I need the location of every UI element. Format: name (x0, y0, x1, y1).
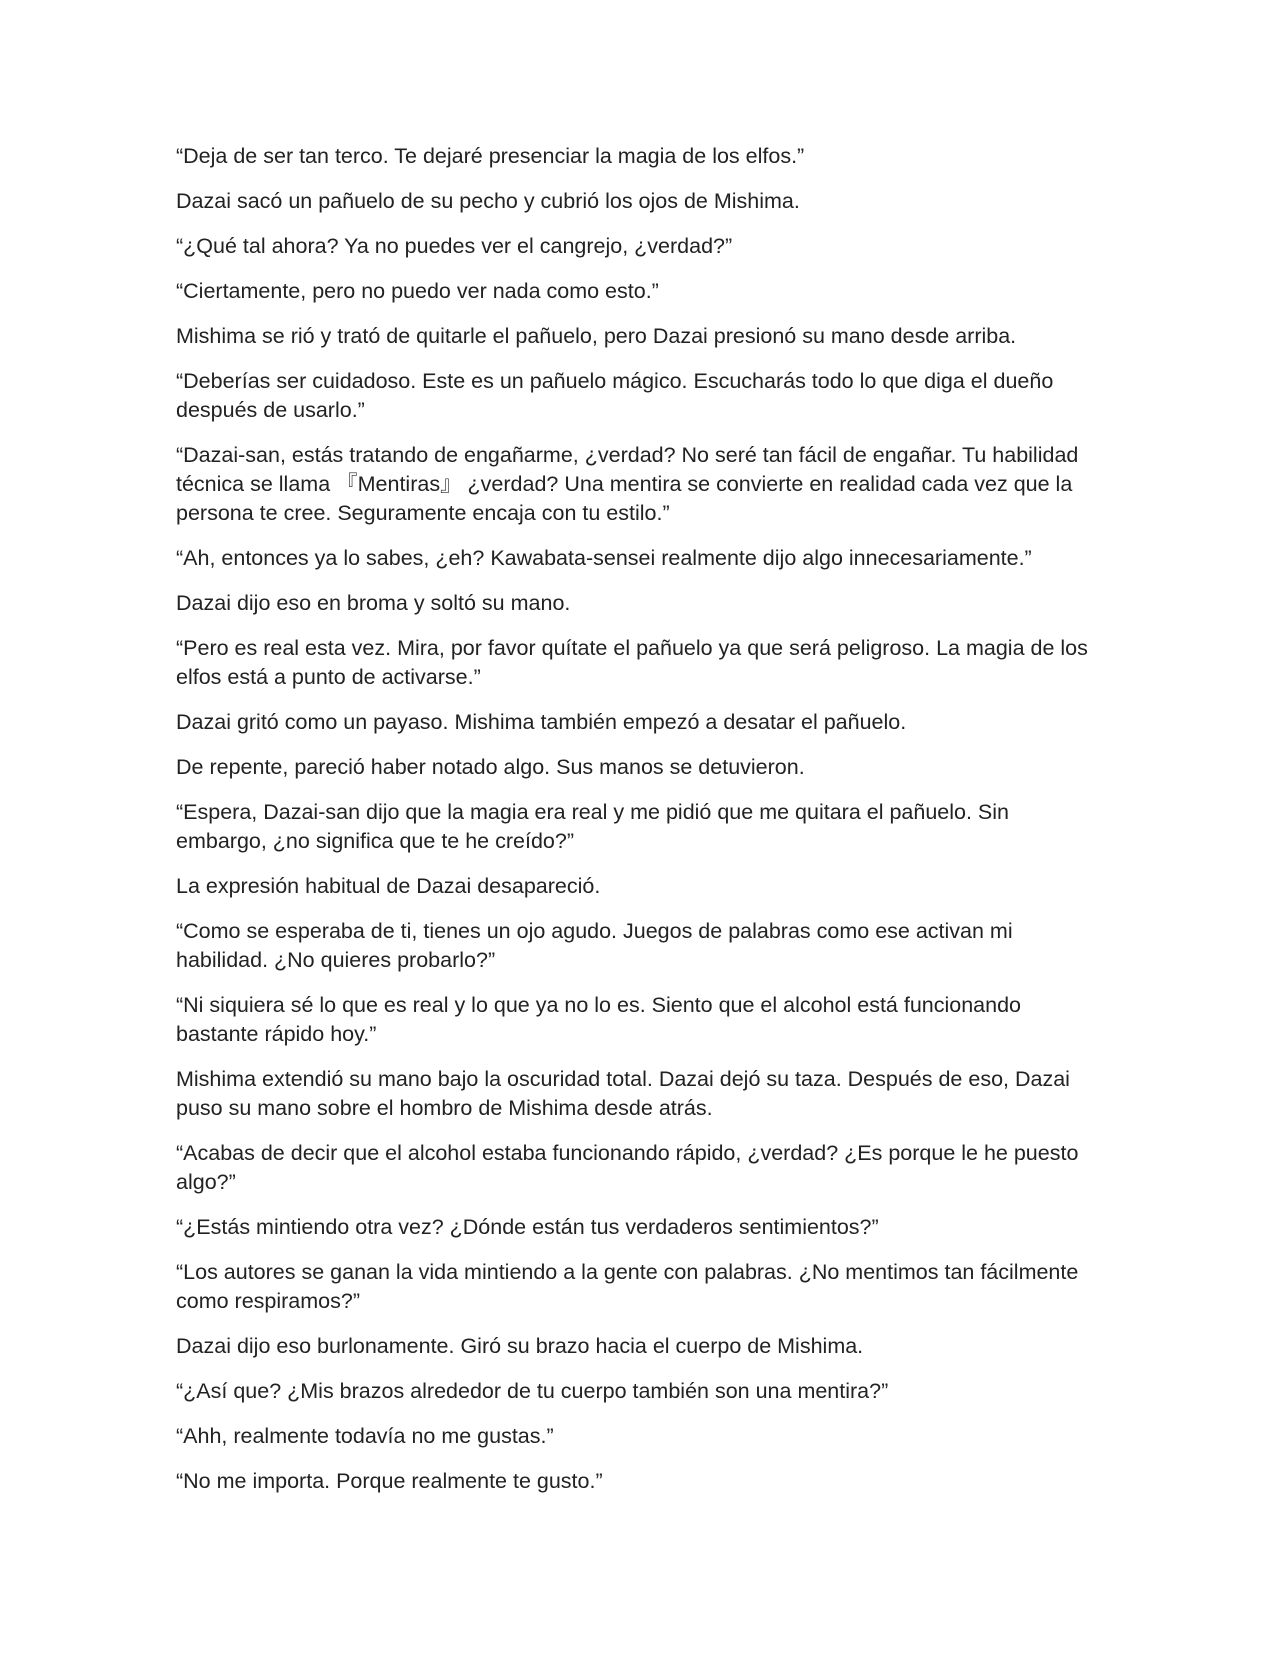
paragraph: “Ciertamente, pero no puedo ver nada como esto.” (176, 279, 659, 303)
paragraph: Dazai dijo eso en broma y soltó su mano. (176, 591, 571, 615)
paragraph: Dazai gritó como un payaso. Mishima también empezó a desatar el pañuelo. (176, 710, 907, 734)
paragraph: Dazai sacó un pañuelo de su pecho y cubrió los ojos de Mishima. (176, 189, 800, 213)
paragraph: “Como se esperaba de ti, tienes un ojo agudo. Juegos de palabras como ese activan mi habilidad. ¿No quieres probarlo?” (176, 919, 1013, 972)
paragraph: La expresión habitual de Dazai desapareció. (176, 874, 601, 898)
paragraph: “Ah, entonces ya lo sabes, ¿eh? Kawabata-sensei realmente dijo algo innecesariamente.” (176, 546, 1032, 570)
paragraph: “¿Estás mintiendo otra vez? ¿Dónde están tus verdaderos sentimientos?” (176, 1215, 879, 1239)
paragraph: “Dazai-san, estás tratando de engañarme, ¿verdad? No seré tan fácil de engañar. Tu habilidad técnica se llama 『Mentiras』 ¿verdad? Una mentira se convierte en realidad cada vez que la persona te cree. Seguramente encaja con tu estilo.” (176, 443, 1079, 525)
paragraph: “Deja de ser tan terco. Te dejaré presenciar la magia de los elfos.” (176, 144, 805, 168)
paragraph: De repente, pareció haber notado algo. Sus manos se detuvieron. (176, 755, 805, 779)
paragraph: “Deberías ser cuidadoso. Este es un pañuelo mágico. Escucharás todo lo que diga el dueño después de usarlo.” (176, 369, 1054, 422)
paragraph: “Espera, Dazai-san dijo que la magia era real y me pidió que me quitara el pañuelo. Sin embargo, ¿no significa que te he creído?” (176, 800, 1009, 853)
paragraph: Mishima extendió su mano bajo la oscuridad total. Dazai dejó su taza. Después de eso, Dazai puso su mano sobre el hombro de Mishima desde atrás. (176, 1067, 1070, 1120)
paragraph: Mishima se rió y trató de quitarle el pañuelo, pero Dazai presionó su mano desde arriba. (176, 324, 1017, 348)
paragraph: “¿Así que? ¿Mis brazos alrededor de tu cuerpo también son una mentira?” (176, 1379, 889, 1403)
paragraph: “Acabas de decir que el alcohol estaba funcionando rápido, ¿verdad? ¿Es porque le he puesto algo?” (176, 1141, 1079, 1194)
paragraph: “¿Qué tal ahora? Ya no puedes ver el cangrejo, ¿verdad?” (176, 234, 733, 258)
paragraph: Dazai dijo eso burlonamente. Giró su brazo hacia el cuerpo de Mishima. (176, 1334, 864, 1358)
paragraph: “Ni siquiera sé lo que es real y lo que ya no lo es. Siento que el alcohol está funcionando bastante rápido hoy.” (176, 993, 1022, 1046)
paragraph: “No me importa. Porque realmente te gusto.” (176, 1469, 603, 1493)
paragraph: “Los autores se ganan la vida mintiendo a la gente con palabras. ¿No mentimos tan fácilmente como respiramos?” (176, 1260, 1079, 1313)
paragraph: “Pero es real esta vez. Mira, por favor quítate el pañuelo ya que será peligroso. La magia de los elfos está a punto de activarse.” (176, 636, 1088, 689)
paragraph: “Ahh, realmente todavía no me gustas.” (176, 1424, 554, 1448)
document-body (176, 142, 1096, 1512)
